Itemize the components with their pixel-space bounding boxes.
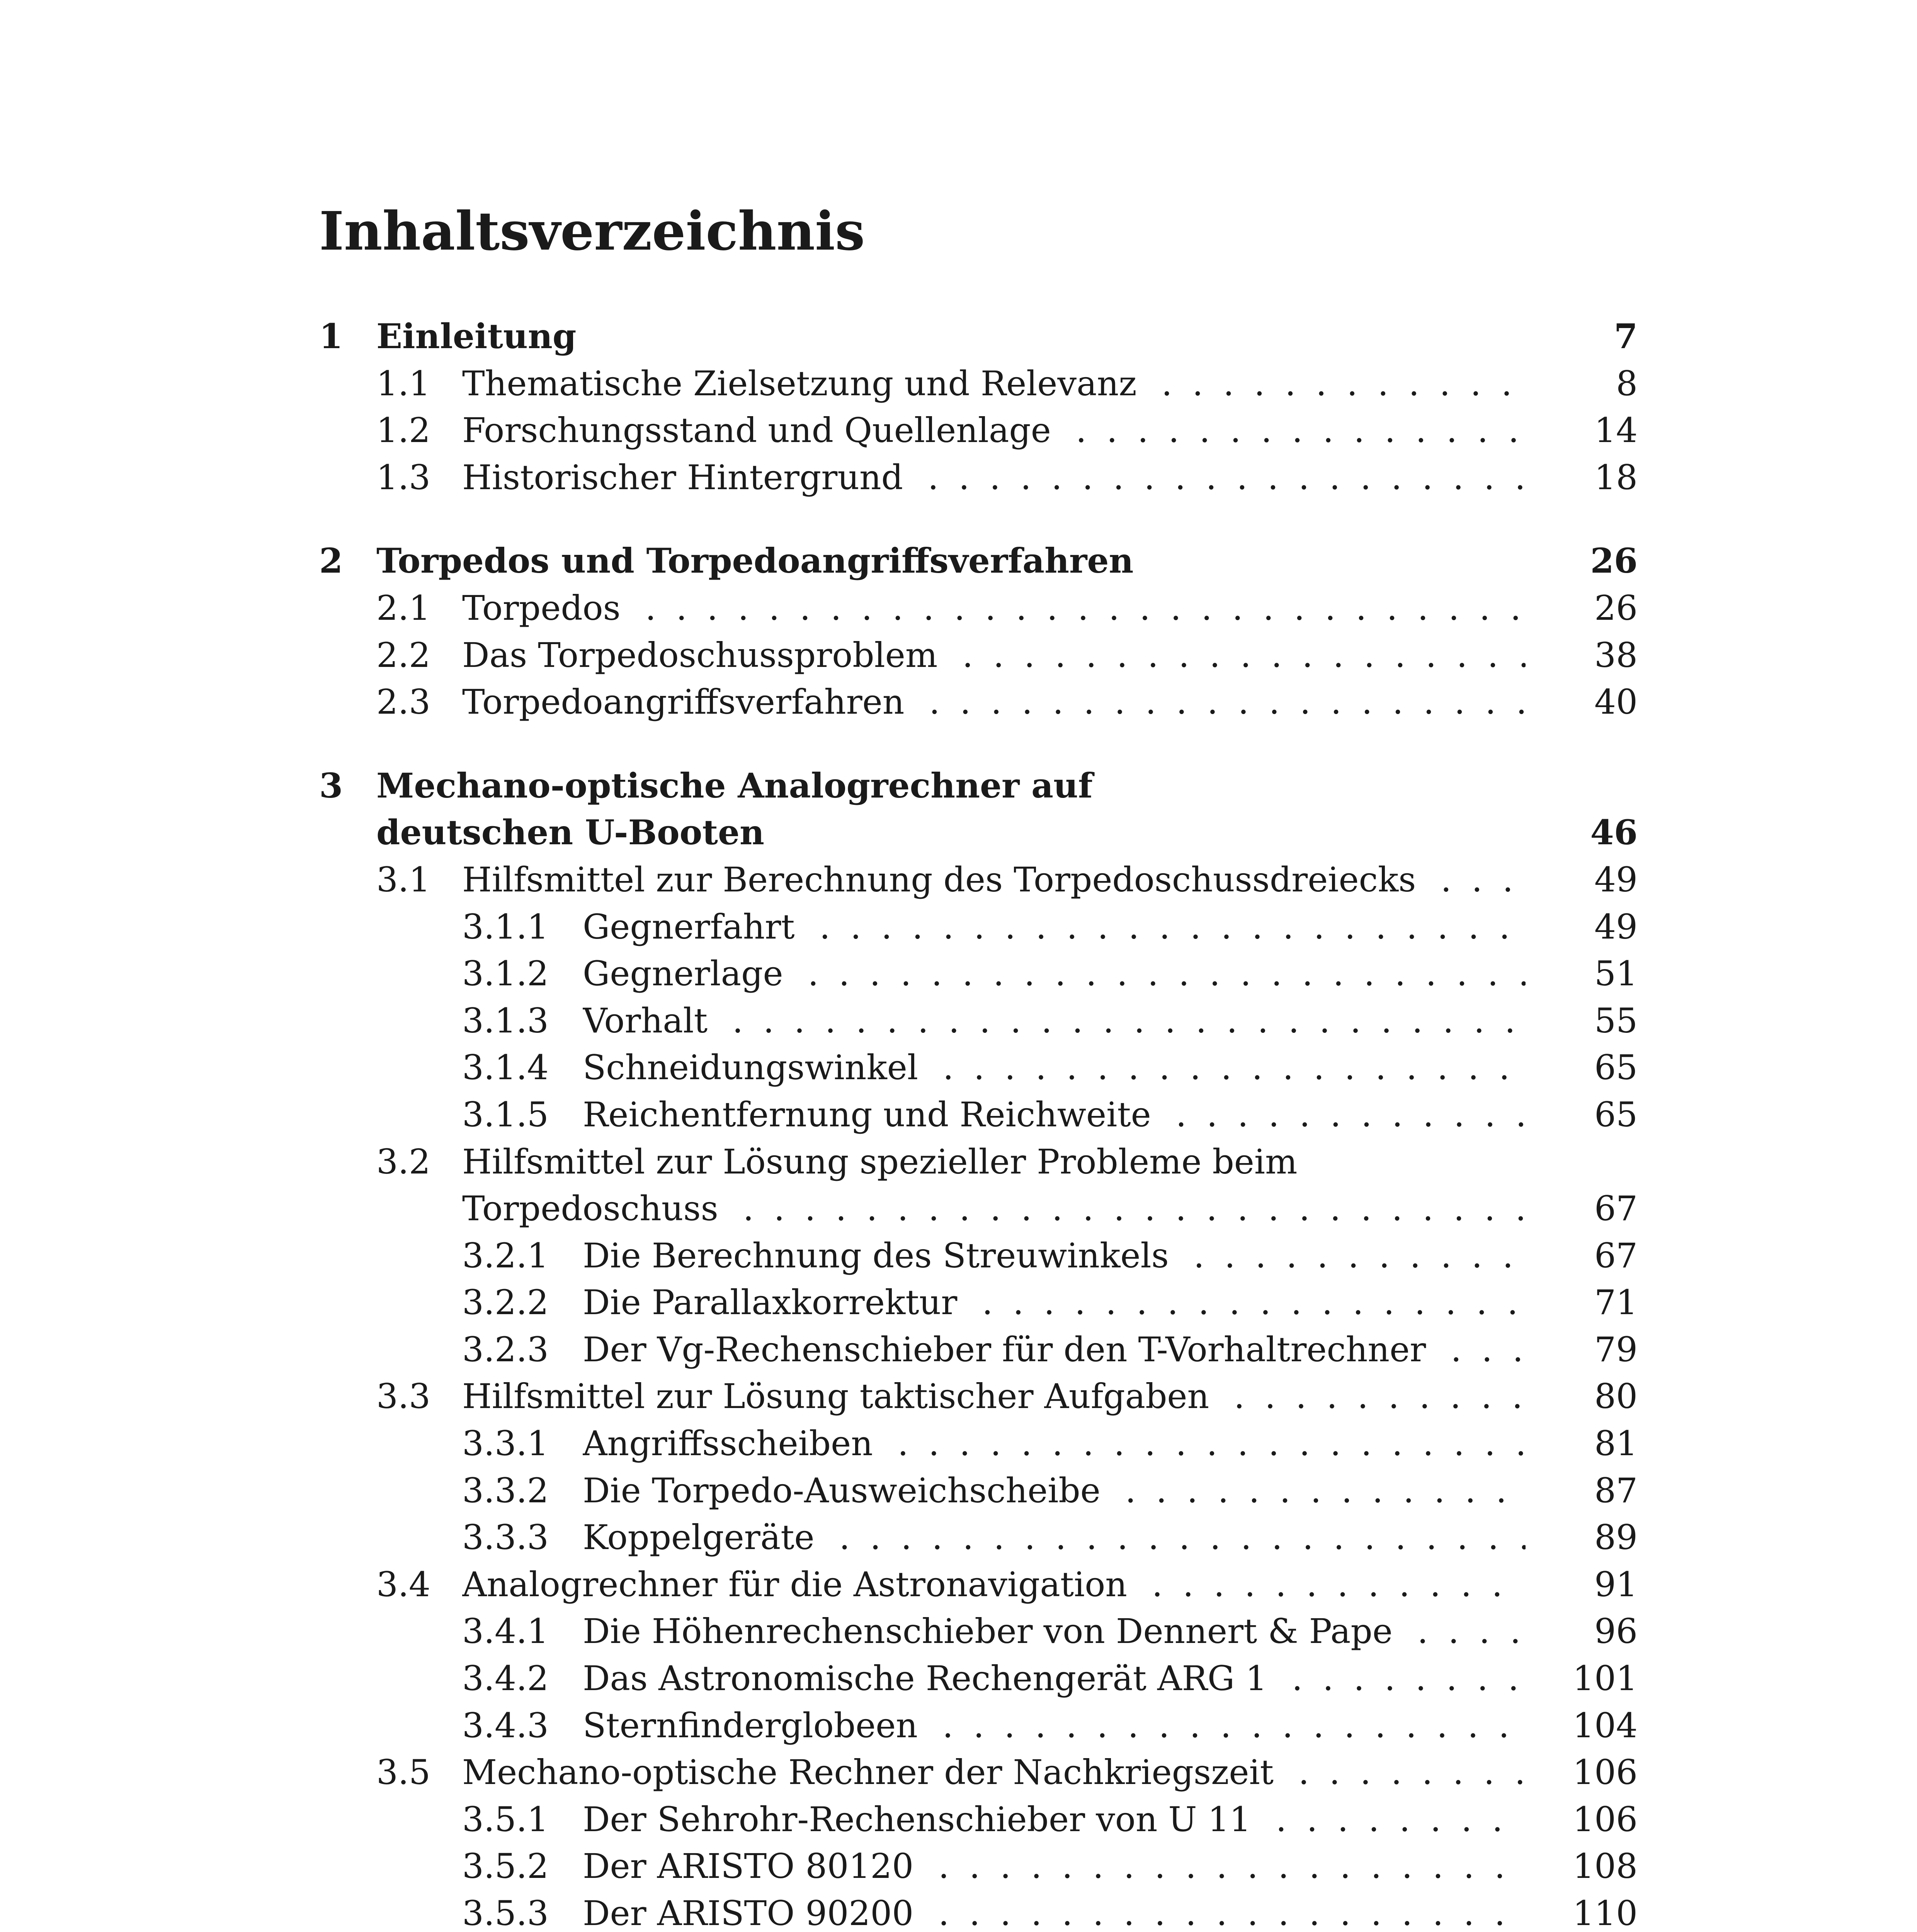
toc-page-number: 7 bbox=[1614, 316, 1638, 356]
toc-subsection[interactable] bbox=[319, 1091, 1638, 1138]
toc-entry-title: Koppelgeräte bbox=[583, 1517, 824, 1557]
toc-page-number: 106 bbox=[1573, 1752, 1638, 1793]
toc-number: 3.1.4 bbox=[462, 1048, 549, 1088]
toc-page-number: 87 bbox=[1594, 1470, 1638, 1510]
toc-number: 3.5 bbox=[376, 1752, 430, 1793]
toc-number: 1.3 bbox=[376, 457, 430, 497]
toc-entry-title: Vorhalt bbox=[583, 1001, 717, 1041]
toc-subsection[interactable] bbox=[319, 997, 1638, 1044]
toc-number: 3.4.1 bbox=[462, 1611, 549, 1651]
toc-page-number: 81 bbox=[1594, 1423, 1638, 1464]
toc-page-number: 18 bbox=[1594, 457, 1638, 497]
toc-entry-title: Die Höhenrechenschieber von Dennert & Pape bbox=[583, 1611, 1402, 1651]
toc-subsection[interactable] bbox=[319, 1608, 1638, 1655]
toc-entry-title-continued: Torpedoschuss bbox=[462, 1189, 728, 1228]
page-title: Inhaltsverzeichnis bbox=[319, 200, 865, 262]
toc-number: 3.2 bbox=[376, 1141, 430, 1182]
toc-entry-title: Gegnerlage bbox=[583, 954, 793, 993]
toc-subsection[interactable] bbox=[319, 1044, 1638, 1091]
toc-page-number: 65 bbox=[1594, 1094, 1638, 1134]
toc-entry-title: Torpedos und Torpedoangriffsverfahren bbox=[376, 541, 1143, 581]
toc-subsection[interactable] bbox=[319, 1232, 1638, 1279]
toc-page-number: 8 bbox=[1616, 363, 1638, 403]
toc-subsection[interactable] bbox=[319, 1326, 1638, 1373]
toc-page-number: 79 bbox=[1594, 1329, 1638, 1369]
toc-entry-title: Hilfsmittel zur Lösung spezieller Probleme beim bbox=[462, 1142, 1306, 1182]
toc-chapter[interactable] bbox=[319, 313, 1638, 360]
toc-section[interactable] bbox=[319, 856, 1638, 903]
toc-number: 3.1 bbox=[376, 859, 430, 900]
toc-entry-title: Die Parallaxkorrektur bbox=[583, 1282, 966, 1322]
toc-subsection[interactable] bbox=[319, 1279, 1638, 1326]
toc-entry-title: Torpedos bbox=[462, 588, 630, 628]
toc-number: 3.3.1 bbox=[462, 1423, 549, 1464]
toc-entry-title: Thematische Zielsetzung und Relevanz bbox=[462, 364, 1146, 403]
toc-page-number: 40 bbox=[1594, 682, 1638, 722]
toc-entry-title: Torpedoangriffsverfahren bbox=[462, 682, 913, 722]
toc-section[interactable] bbox=[319, 454, 1638, 501]
toc-page-number: 26 bbox=[1590, 541, 1638, 581]
toc-number: 3.3.2 bbox=[462, 1470, 549, 1510]
toc-page-number: 101 bbox=[1573, 1658, 1638, 1699]
toc-page-number: 91 bbox=[1594, 1564, 1638, 1604]
toc-entry-title: Gegnerfahrt bbox=[583, 907, 804, 947]
toc-entry-title: Mechano-optische Analogrechner auf bbox=[376, 765, 1102, 806]
toc-entry-title: Der ARISTO 80120 bbox=[583, 1846, 923, 1886]
toc-subsection[interactable] bbox=[319, 1655, 1638, 1702]
toc-entry-title-continued: deutschen U-Booten bbox=[376, 812, 774, 852]
toc-page-number: 55 bbox=[1594, 1000, 1638, 1041]
toc-subsection[interactable] bbox=[319, 1420, 1638, 1467]
toc-section[interactable] bbox=[319, 679, 1638, 726]
toc-entry-title: Der ARISTO 90200 bbox=[583, 1893, 923, 1932]
toc-entry-title: Einleitung bbox=[376, 316, 585, 356]
toc-chapter-continuation[interactable] bbox=[319, 809, 1638, 856]
toc-number: 3.4.3 bbox=[462, 1705, 549, 1745]
toc-entry-title: Sternfinderglobeen bbox=[583, 1706, 927, 1745]
toc-page-number: 14 bbox=[1594, 410, 1638, 451]
toc-number: 3 bbox=[319, 765, 343, 806]
toc-number: 3.1.1 bbox=[462, 906, 549, 947]
toc-page-number: 80 bbox=[1594, 1376, 1638, 1417]
toc-page-number: 26 bbox=[1594, 588, 1638, 628]
toc-number: 3.5.3 bbox=[462, 1893, 549, 1932]
toc-section[interactable] bbox=[319, 1561, 1638, 1608]
toc-subsection[interactable] bbox=[319, 1890, 1638, 1932]
toc-entry-title: Angriffsscheiben bbox=[583, 1423, 882, 1463]
toc-entry-title: Die Torpedo-Ausweichscheibe bbox=[583, 1471, 1110, 1510]
toc-entry-title: Schneidungswinkel bbox=[583, 1048, 927, 1087]
toc-number: 1 bbox=[319, 316, 343, 356]
toc-list bbox=[319, 313, 1638, 1932]
toc-number: 3.4.2 bbox=[462, 1658, 549, 1699]
toc-subsection[interactable] bbox=[319, 903, 1638, 951]
toc-subsection[interactable] bbox=[319, 1843, 1638, 1890]
toc-page-number: 106 bbox=[1573, 1799, 1638, 1839]
toc-subsection[interactable] bbox=[319, 1514, 1638, 1561]
toc-subsection[interactable] bbox=[319, 1467, 1638, 1514]
toc-page-number: 110 bbox=[1573, 1893, 1638, 1932]
toc-section[interactable] bbox=[319, 360, 1638, 407]
toc-entry-title: Analogrechner für die Astronavigation bbox=[462, 1565, 1136, 1604]
toc-number: 3.3 bbox=[376, 1376, 430, 1417]
toc-number: 3.4 bbox=[376, 1564, 430, 1604]
toc-section[interactable] bbox=[319, 632, 1638, 679]
toc-entry-title: Mechano-optische Rechner der Nachkriegszeit bbox=[462, 1752, 1283, 1792]
toc-entry-title: Forschungsstand und Quellenlage bbox=[462, 410, 1060, 450]
toc-number: 3.5.2 bbox=[462, 1846, 549, 1886]
toc-subsection[interactable] bbox=[319, 1796, 1638, 1843]
toc-entry-title: Das Torpedoschussproblem bbox=[462, 635, 947, 675]
toc-entry-title: Hilfsmittel zur Lösung taktischer Aufgaben bbox=[462, 1376, 1218, 1416]
toc-entry-title: Reichentfernung und Reichweite bbox=[583, 1095, 1160, 1134]
toc-section[interactable] bbox=[319, 1138, 1638, 1185]
toc-page-number: 67 bbox=[1594, 1189, 1638, 1229]
toc-page-number: 46 bbox=[1590, 812, 1638, 853]
toc-number: 3.1.3 bbox=[462, 1000, 549, 1041]
toc-number: 3.2.1 bbox=[462, 1235, 549, 1276]
toc-number: 3.1.2 bbox=[462, 954, 549, 994]
toc-page-number: 38 bbox=[1594, 635, 1638, 675]
toc-chapter[interactable] bbox=[319, 762, 1638, 810]
toc-number: 2.3 bbox=[376, 682, 430, 722]
toc-entry-title: Die Berechnung des Streuwinkels bbox=[583, 1236, 1178, 1276]
toc-section[interactable] bbox=[319, 585, 1638, 632]
toc-number: 3.2.2 bbox=[462, 1282, 549, 1323]
toc-number: 3.1.5 bbox=[462, 1094, 549, 1134]
toc-number: 3.3.3 bbox=[462, 1517, 549, 1558]
toc-subsection[interactable] bbox=[319, 950, 1638, 997]
toc-page-number: 71 bbox=[1594, 1282, 1638, 1323]
toc-subsection[interactable] bbox=[319, 1702, 1638, 1749]
toc-page-number: 49 bbox=[1594, 859, 1638, 900]
toc-page-number: 67 bbox=[1594, 1235, 1638, 1276]
toc-number: 3.5.1 bbox=[462, 1799, 549, 1839]
toc-number: 1.2 bbox=[376, 410, 430, 451]
toc-page-number: 96 bbox=[1594, 1611, 1638, 1651]
toc-page-number: 51 bbox=[1594, 954, 1638, 994]
toc-entry-title: Der Sehrohr-Rechenschieber von U 11 bbox=[583, 1799, 1260, 1839]
toc-page-number: 108 bbox=[1573, 1846, 1638, 1886]
toc-section[interactable] bbox=[319, 1749, 1638, 1796]
toc-section-continuation[interactable] bbox=[319, 1185, 1638, 1232]
toc-page-number: 49 bbox=[1594, 906, 1638, 947]
toc-page-number: 65 bbox=[1594, 1048, 1638, 1088]
toc-number: 2 bbox=[319, 541, 343, 581]
toc-chapter[interactable] bbox=[319, 537, 1638, 585]
toc-entry-title: Hilfsmittel zur Berechnung des Torpedoschussdreiecks bbox=[462, 860, 1425, 900]
toc-entry-title: Der Vg-Rechenschieber für den T-Vorhaltrechner bbox=[583, 1330, 1435, 1369]
toc-page-number: 89 bbox=[1594, 1517, 1638, 1558]
toc-entry-title: Historischer Hintergrund bbox=[462, 457, 912, 497]
toc-number: 3.2.3 bbox=[462, 1329, 549, 1369]
toc-section[interactable] bbox=[319, 1373, 1638, 1420]
toc-number: 2.2 bbox=[376, 635, 430, 675]
toc-number: 1.1 bbox=[376, 363, 430, 403]
toc-page-number: 104 bbox=[1573, 1705, 1638, 1745]
toc-number: 2.1 bbox=[376, 588, 430, 628]
toc-section[interactable] bbox=[319, 407, 1638, 454]
toc-entry-title: Das Astronomische Rechengerät ARG 1 bbox=[583, 1658, 1276, 1698]
